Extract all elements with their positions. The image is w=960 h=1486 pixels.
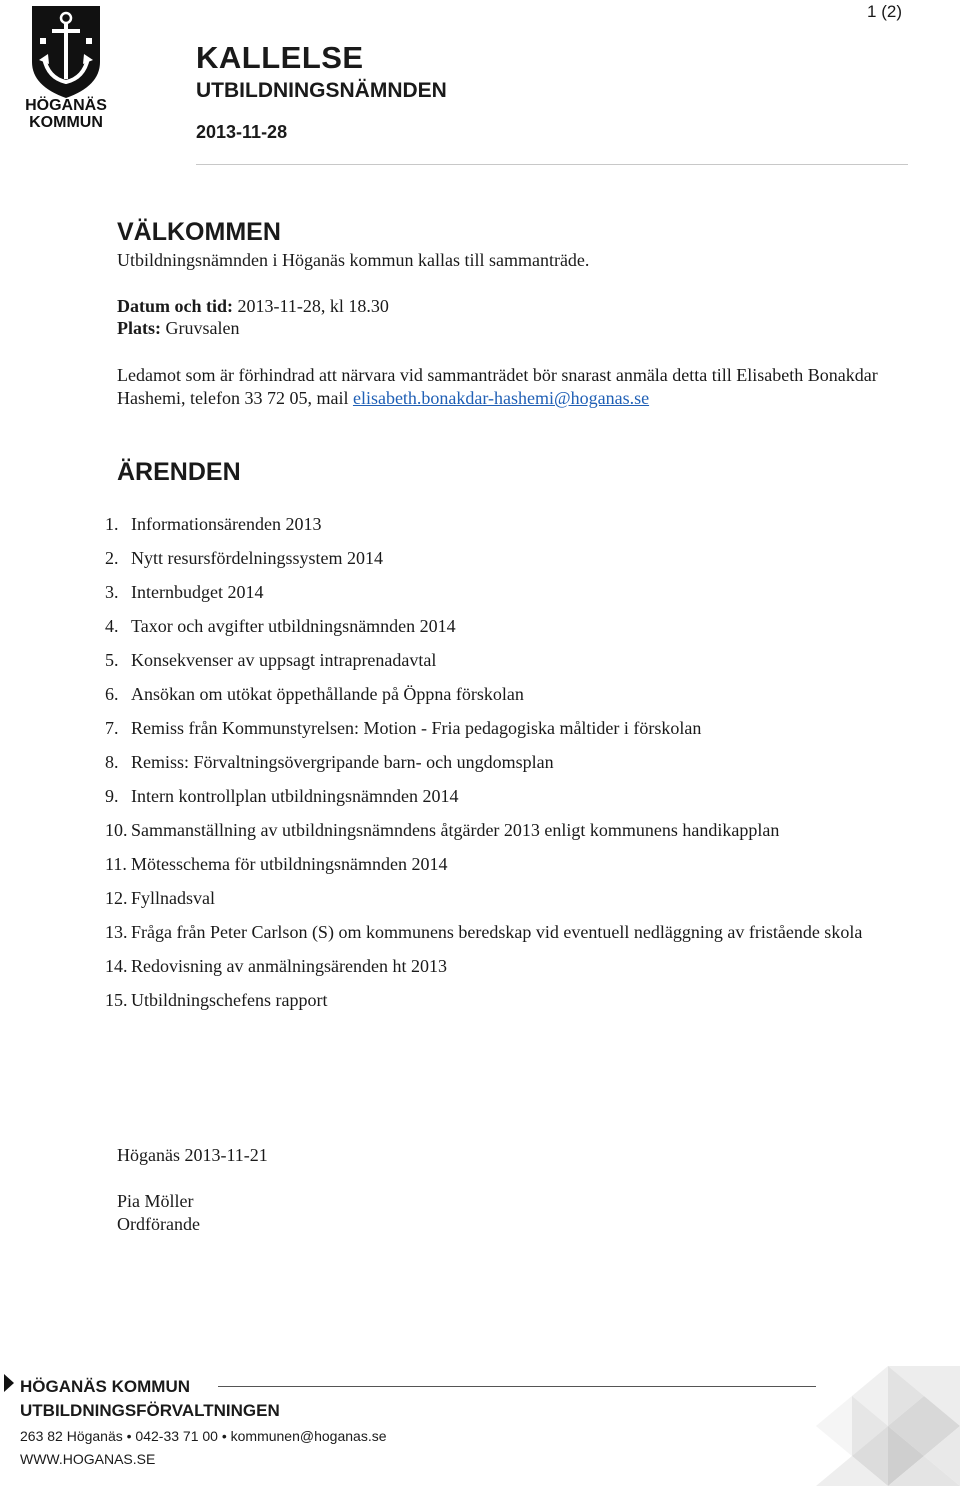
agenda-item-number: 3.: [105, 582, 119, 602]
meeting-place: [117, 318, 239, 339]
footer-triangle-pattern: [816, 1366, 960, 1486]
agenda-item-text: Fyllnadsval: [131, 888, 215, 908]
agenda-item: [105, 683, 905, 706]
agenda-item-number: 11.: [105, 854, 127, 874]
agenda-item-number: 10.: [105, 820, 128, 840]
agenda-item: [105, 751, 905, 774]
agenda-item-text: Utbildningschefens rapport: [131, 990, 328, 1010]
agenda-item-text: Ansökan om utökat öppethållande på Öppna förskolan: [131, 684, 524, 704]
agenda-item-text: Internbudget 2014: [131, 582, 264, 602]
footer-organization: HÖGANÄS KOMMUN: [20, 1377, 190, 1396]
agenda-item-text: Informationsärenden 2013: [131, 514, 322, 534]
agenda-item-number: 2.: [105, 548, 119, 568]
absence-notice: [117, 364, 907, 410]
footer-divider: [218, 1386, 816, 1387]
agenda-item: [105, 785, 905, 808]
signature-name: Pia Möller: [117, 1191, 194, 1211]
hoganas-logo: [14, 2, 118, 130]
agenda-item-text: Remiss från Kommunstyrelsen: Motion - Fria pedagogiska måltider i förskolan: [131, 718, 702, 738]
agenda-item-text: Redovisning av anmälningsärenden ht 2013: [131, 956, 447, 976]
welcome-heading: VÄLKOMMEN: [117, 218, 281, 246]
agenda-item: [105, 581, 905, 604]
agenda-item-text: Taxor och avgifter utbildningsnämnden 2014: [131, 616, 456, 636]
agenda-item-number: 4.: [105, 616, 119, 636]
agenda-item: [105, 887, 905, 910]
agenda-item-number: 8.: [105, 752, 119, 772]
agenda-item: [105, 717, 905, 740]
agenda-item-number: 15.: [105, 990, 128, 1010]
absence-notice-text: Ledamot som är förhindrad att närvara vid sammanträdet bör snarast anmäla detta till Elisabeth Bonakdar Hashemi, telefon 33 72 05, mail: [117, 365, 878, 408]
agenda-item-number: 5.: [105, 650, 119, 670]
anchor-crest-icon: [32, 6, 100, 98]
agenda-item-text: Mötesschema för utbildningsnämnden 2014: [131, 854, 448, 874]
agenda-item: [105, 513, 905, 536]
agenda-list: [105, 513, 905, 1023]
footer-department: UTBILDNINGSFÖRVALTNINGEN: [20, 1401, 280, 1420]
logo-line2: KOMMUN: [29, 114, 103, 130]
header-divider: [196, 164, 908, 165]
welcome-text: Utbildningsnämnden i Höganäs kommun kallas till sammanträde.: [117, 250, 590, 270]
meeting-place-value: Gruvsalen: [165, 318, 240, 338]
agenda-item: [105, 921, 905, 944]
agenda-item: [105, 853, 905, 876]
agenda-item-text: Sammanställning av utbildningsnämndens åtgärder 2013 enligt kommunens handikapplan: [131, 820, 780, 840]
agenda-item-text: Fråga från Peter Carlson (S) om kommunens beredskap vid eventuell nedläggning av fristående skola: [131, 922, 863, 942]
meeting-place-label: Plats:: [117, 318, 161, 338]
footer-website: WWW.HOGANAS.SE: [20, 1451, 156, 1467]
contact-email-link[interactable]: elisabeth.bonakdar-hashemi@hoganas.se: [352, 388, 650, 408]
agenda-item-number: 12.: [105, 888, 128, 908]
agenda-item-text: Konsekvenser av uppsagt intraprenadavtal: [131, 650, 437, 670]
agenda-item: [105, 615, 905, 638]
agenda-item-number: 1.: [105, 514, 119, 534]
meeting-datetime-value: 2013-11-28, kl 18.30: [237, 296, 389, 316]
agenda-item-text: Intern kontrollplan utbildningsnämnden 2014: [131, 786, 459, 806]
agenda-item: [105, 547, 905, 570]
agenda-item-number: 9.: [105, 786, 119, 806]
page-number: 1 (2): [867, 2, 902, 21]
agenda-item: [105, 649, 905, 672]
document-title: KALLELSE: [196, 40, 364, 75]
meeting-datetime-label: Datum och tid:: [117, 296, 233, 316]
agenda-item-text: Remiss: Förvaltningsövergripande barn- och ungdomsplan: [131, 752, 554, 772]
agenda-item: [105, 819, 905, 842]
signature-role: Ordförande: [117, 1214, 200, 1234]
signature-place-date: Höganäs 2013-11-21: [117, 1145, 268, 1165]
agenda-item: [105, 989, 905, 1012]
footer-contact: 263 82 Höganäs • 042-33 71 00 • kommunen@hoganas.se: [20, 1428, 387, 1444]
items-heading: ÄRENDEN: [117, 458, 241, 486]
agenda-item-number: 7.: [105, 718, 119, 738]
footer-arrow-icon: [3, 1373, 15, 1393]
logo-line1: HÖGANÄS: [25, 97, 107, 114]
meeting-datetime: [117, 296, 389, 317]
agenda-item-number: 13.: [105, 922, 128, 942]
agenda-item-text: Nytt resursfördelningssystem 2014: [131, 548, 383, 568]
document-date: 2013-11-28: [196, 122, 288, 142]
agenda-item-number: 14.: [105, 956, 128, 976]
committee-name: UTBILDNINGSNÄMNDEN: [196, 79, 447, 102]
agenda-item-number: 6.: [105, 684, 119, 704]
agenda-item: [105, 955, 905, 978]
